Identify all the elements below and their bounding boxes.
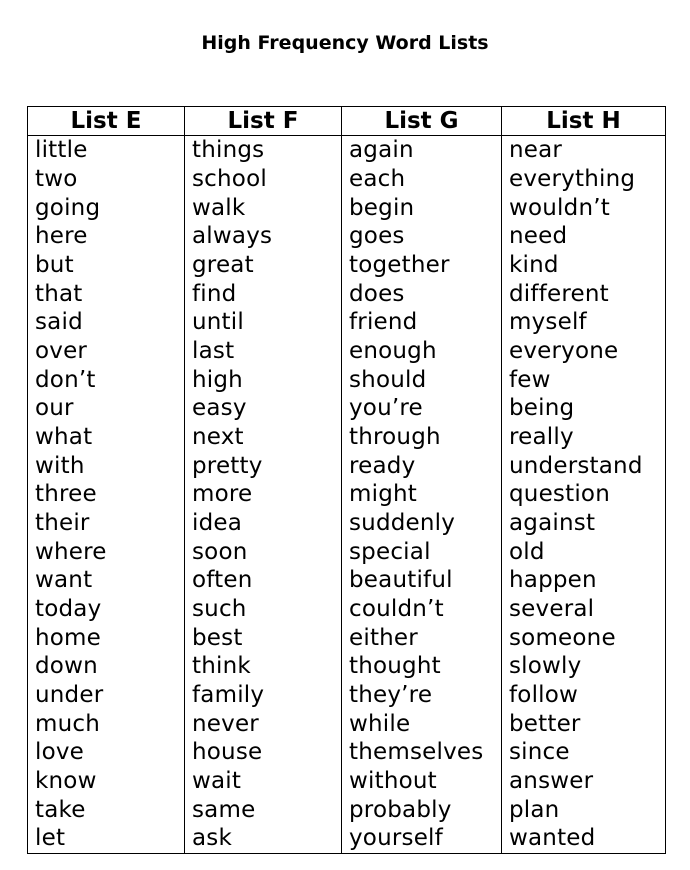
- word-cell-list-g: goes: [342, 222, 502, 251]
- word-cell-list-f: such: [185, 595, 342, 624]
- table-row: [28, 767, 666, 796]
- word-cell-list-h: slowly: [502, 652, 666, 681]
- table-row: [28, 509, 666, 538]
- word-cell-list-e: going: [28, 193, 185, 222]
- page-title: High Frequency Word Lists: [201, 32, 489, 54]
- word-cell-list-h: everyone: [502, 337, 666, 366]
- table-row: [28, 165, 666, 194]
- column-header-list-h: List H: [502, 107, 666, 136]
- word-cell-list-h: follow: [502, 681, 666, 710]
- word-cell-list-g: without: [342, 767, 502, 796]
- word-cell-list-e: said: [28, 308, 185, 337]
- table-row: [28, 738, 666, 767]
- word-cell-list-g: begin: [342, 193, 502, 222]
- word-cell-list-h: better: [502, 709, 666, 738]
- word-cell-list-e: over: [28, 337, 185, 366]
- word-cell-list-g: should: [342, 365, 502, 394]
- word-cell-list-e: with: [28, 451, 185, 480]
- table-row: [28, 451, 666, 480]
- word-cell-list-h: kind: [502, 251, 666, 280]
- table-row: [28, 566, 666, 595]
- word-cell-list-g: friend: [342, 308, 502, 337]
- word-cell-list-e: that: [28, 279, 185, 308]
- word-list-table: [27, 106, 666, 854]
- word-cell-list-f: last: [185, 337, 342, 366]
- word-cell-list-f: next: [185, 423, 342, 452]
- word-cell-list-f: often: [185, 566, 342, 595]
- word-cell-list-e: our: [28, 394, 185, 423]
- word-cell-list-f: easy: [185, 394, 342, 423]
- word-cell-list-f: high: [185, 365, 342, 394]
- word-cell-list-e: under: [28, 681, 185, 710]
- word-cell-list-e: much: [28, 709, 185, 738]
- word-cell-list-g: might: [342, 480, 502, 509]
- table-row: [28, 308, 666, 337]
- word-cell-list-h: being: [502, 394, 666, 423]
- word-cell-list-g: yourself: [342, 824, 502, 853]
- word-cell-list-g: either: [342, 623, 502, 652]
- word-cell-list-h: wouldn’t: [502, 193, 666, 222]
- table-row: [28, 222, 666, 251]
- column-header-list-e: List E: [28, 107, 185, 136]
- word-cell-list-h: plan: [502, 795, 666, 824]
- word-cell-list-f: great: [185, 251, 342, 280]
- table-row: [28, 595, 666, 624]
- word-cell-list-f: things: [185, 136, 342, 165]
- header-row: [28, 107, 666, 136]
- word-cell-list-g: each: [342, 165, 502, 194]
- word-cell-list-h: near: [502, 136, 666, 165]
- word-cell-list-h: since: [502, 738, 666, 767]
- table-row: [28, 480, 666, 509]
- word-cell-list-g: thought: [342, 652, 502, 681]
- word-cell-list-e: two: [28, 165, 185, 194]
- word-cell-list-f: same: [185, 795, 342, 824]
- word-cell-list-f: ask: [185, 824, 342, 853]
- table-row: [28, 824, 666, 853]
- word-cell-list-h: old: [502, 537, 666, 566]
- word-cell-list-f: family: [185, 681, 342, 710]
- word-cell-list-g: couldn’t: [342, 595, 502, 624]
- word-cell-list-f: find: [185, 279, 342, 308]
- word-cell-list-e: their: [28, 509, 185, 538]
- word-cell-list-h: need: [502, 222, 666, 251]
- word-cell-list-f: always: [185, 222, 342, 251]
- word-cell-list-g: while: [342, 709, 502, 738]
- table-row: [28, 623, 666, 652]
- word-cell-list-f: more: [185, 480, 342, 509]
- word-cell-list-e: don’t: [28, 365, 185, 394]
- table-row: [28, 681, 666, 710]
- word-cell-list-e: today: [28, 595, 185, 624]
- word-cell-list-f: think: [185, 652, 342, 681]
- word-cell-list-g: special: [342, 537, 502, 566]
- word-cell-list-h: few: [502, 365, 666, 394]
- table-row: [28, 537, 666, 566]
- word-cell-list-h: really: [502, 423, 666, 452]
- table-row: [28, 709, 666, 738]
- word-cell-list-e: but: [28, 251, 185, 280]
- word-cell-list-f: soon: [185, 537, 342, 566]
- table-row: [28, 251, 666, 280]
- word-cell-list-g: ready: [342, 451, 502, 480]
- word-cell-list-g: beautiful: [342, 566, 502, 595]
- word-cell-list-g: probably: [342, 795, 502, 824]
- word-cell-list-e: know: [28, 767, 185, 796]
- word-cell-list-f: walk: [185, 193, 342, 222]
- word-cell-list-f: school: [185, 165, 342, 194]
- word-cell-list-f: idea: [185, 509, 342, 538]
- word-cell-list-g: does: [342, 279, 502, 308]
- word-cell-list-h: understand: [502, 451, 666, 480]
- table-body: [28, 136, 666, 854]
- word-cell-list-f: never: [185, 709, 342, 738]
- word-cell-list-g: you’re: [342, 394, 502, 423]
- word-cell-list-f: wait: [185, 767, 342, 796]
- table-row: [28, 279, 666, 308]
- table-row: [28, 193, 666, 222]
- word-cell-list-h: answer: [502, 767, 666, 796]
- word-cell-list-e: three: [28, 480, 185, 509]
- table-row: [28, 795, 666, 824]
- word-cell-list-g: suddenly: [342, 509, 502, 538]
- table-row: [28, 337, 666, 366]
- word-cell-list-h: against: [502, 509, 666, 538]
- word-cell-list-h: everything: [502, 165, 666, 194]
- word-cell-list-f: house: [185, 738, 342, 767]
- word-cell-list-h: question: [502, 480, 666, 509]
- word-cell-list-h: several: [502, 595, 666, 624]
- table-row: [28, 652, 666, 681]
- word-cell-list-h: wanted: [502, 824, 666, 853]
- word-cell-list-e: take: [28, 795, 185, 824]
- word-cell-list-g: through: [342, 423, 502, 452]
- table-row: [28, 423, 666, 452]
- word-cell-list-g: enough: [342, 337, 502, 366]
- word-cell-list-g: themselves: [342, 738, 502, 767]
- word-cell-list-e: what: [28, 423, 185, 452]
- word-cell-list-h: myself: [502, 308, 666, 337]
- word-cell-list-e: where: [28, 537, 185, 566]
- word-cell-list-e: home: [28, 623, 185, 652]
- table-row: [28, 394, 666, 423]
- word-cell-list-e: little: [28, 136, 185, 165]
- word-cell-list-g: again: [342, 136, 502, 165]
- word-cell-list-f: best: [185, 623, 342, 652]
- word-cell-list-e: love: [28, 738, 185, 767]
- table-row: [28, 365, 666, 394]
- word-cell-list-h: someone: [502, 623, 666, 652]
- word-cell-list-f: pretty: [185, 451, 342, 480]
- word-cell-list-e: let: [28, 824, 185, 853]
- column-header-list-f: List F: [185, 107, 342, 136]
- word-cell-list-e: down: [28, 652, 185, 681]
- column-header-list-g: List G: [342, 107, 502, 136]
- table-row: [28, 136, 666, 165]
- word-cell-list-g: they’re: [342, 681, 502, 710]
- word-cell-list-e: here: [28, 222, 185, 251]
- word-cell-list-f: until: [185, 308, 342, 337]
- word-cell-list-h: happen: [502, 566, 666, 595]
- word-cell-list-g: together: [342, 251, 502, 280]
- word-cell-list-e: want: [28, 566, 185, 595]
- word-cell-list-h: different: [502, 279, 666, 308]
